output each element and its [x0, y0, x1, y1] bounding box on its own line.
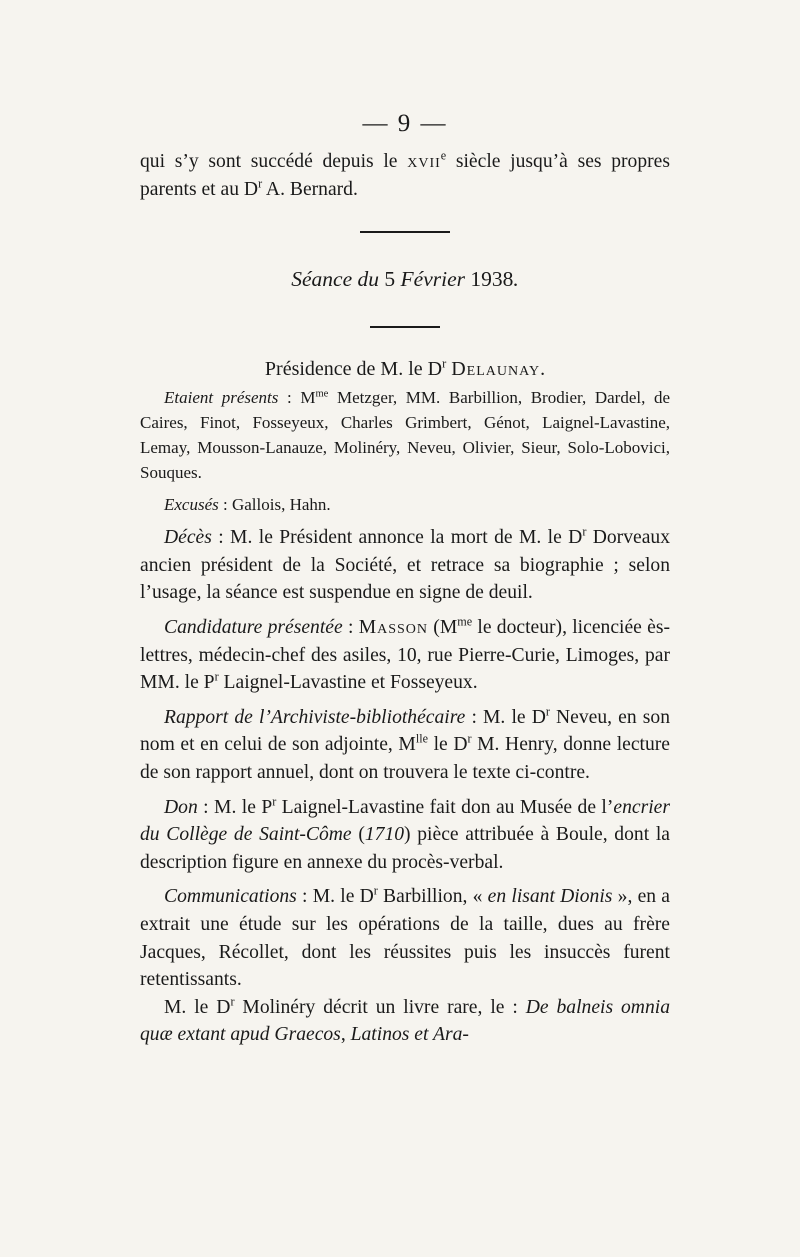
text: : — [342, 616, 359, 638]
superscript: r — [467, 731, 472, 746]
session-heading — [140, 267, 670, 292]
text: . — [540, 358, 546, 381]
superscript: r — [272, 794, 277, 808]
text: M. Henry, donne lecture de son rapport annuel, dont on trouvera le texte ci-contre. — [140, 734, 670, 783]
text-small-caps: xvii — [407, 151, 441, 172]
text: : Gallois, Hahn. — [218, 495, 331, 515]
death-label: Décès — [164, 527, 212, 549]
text: Présidence de M. le D — [264, 358, 443, 381]
superscript: r — [545, 704, 550, 719]
superscript: me — [457, 614, 473, 629]
superscript: r — [214, 669, 219, 684]
communications-paragraph — [140, 883, 670, 993]
text: : M — [278, 388, 316, 408]
text: Metzger, MM. Barbillion, Brodier, Dardel, de Caires, Finot, Fosseyeux, Charles Grimbert, Génot, Laignel-Lavastine, Lemay, Mousson-Lanauze, Molinéry, Neveu, Olivier, Sieur, Solo-Lobovici, Souques. — [140, 388, 671, 483]
text: : M. le Président annonce la mort de M. le D — [211, 527, 583, 549]
communications-label: Communications — [164, 886, 297, 908]
president-name: Delaunay — [451, 358, 541, 381]
presidency-line — [140, 358, 670, 381]
superscript: lle — [415, 731, 428, 746]
text: siècle jusqu’à ses propres parents et au D — [140, 151, 670, 200]
text: , — [340, 1024, 351, 1046]
candidature-paragraph — [140, 614, 670, 697]
text: Dorveaux ancien président de la Société, et retrace sa biographie ; selon l’usage, la séance est suspendue en signe de deuil. — [140, 527, 670, 604]
donation-label: Don — [164, 796, 198, 818]
text: M. le D — [164, 996, 231, 1018]
document-page — [140, 110, 670, 1049]
superscript: r — [230, 994, 235, 1009]
text: Barbillion, « — [377, 886, 488, 908]
superscript: r — [442, 356, 447, 371]
candidature-label: Candidature présentée — [164, 616, 343, 638]
object-title: encrier du Collège de Saint-Côme — [140, 796, 670, 846]
text: A. Bernard. — [262, 178, 358, 200]
report-paragraph — [140, 704, 670, 787]
superscript: r — [373, 883, 378, 898]
superscript: e — [440, 148, 447, 163]
book-title-cont: Latinos et Ara- — [350, 1024, 469, 1046]
text: Laignel-Lavastine fait don au Musée de l’ — [276, 796, 614, 818]
excused-paragraph — [140, 492, 670, 517]
text: Séance du — [291, 267, 385, 292]
text: », en a extrait une étude sur les opérations de la taille, dues au frère Jacques, Récollet, dont les réussites puis les insuccès furent retentissants. — [140, 886, 670, 991]
superscript: r — [582, 524, 587, 539]
text: . — [513, 267, 519, 292]
attendees-paragraph — [140, 385, 670, 485]
study-title: en lisant Dionis — [487, 886, 613, 908]
text: le D — [428, 734, 468, 756]
text: 5 — [384, 267, 396, 292]
text: : M. le P — [197, 796, 273, 818]
superscript: r — [258, 176, 263, 191]
divider-top — [360, 231, 450, 233]
paragraph-intro — [140, 148, 670, 203]
text: (M — [428, 616, 458, 638]
death-paragraph — [140, 524, 670, 607]
text: ( — [351, 824, 365, 846]
page-number: — 9 — — [362, 110, 448, 137]
text: le docteur), licenciée ès-lettres, médecin-chef des asiles, 10, rue Pierre-Curie, Limoges, par MM. le P — [140, 616, 670, 694]
text: 1938 — [470, 267, 514, 292]
divider-bottom — [370, 326, 440, 328]
text: : M. le D — [465, 706, 546, 728]
superscript: me — [315, 388, 329, 400]
text: Laignel-Lavastine et Fosseyeux. — [218, 672, 478, 694]
object-year: 1710 — [364, 824, 405, 846]
excused-label: Excusés — [164, 495, 219, 515]
text: qui s’y sont succédé depuis le — [140, 151, 408, 172]
molinery-paragraph — [140, 994, 670, 1049]
text: Février — [395, 267, 471, 292]
report-label: Rapport de l’Archiviste-bibliothécaire — [164, 706, 466, 728]
text: Molinéry décrit un livre rare, le : — [234, 996, 526, 1018]
text: ) pièce attribuée à Boule, dont la description figure en annexe du procès-verbal. — [140, 824, 670, 873]
attendees-label: Etaient présents — [164, 388, 279, 408]
book-title: De balneis omnia quæ extant apud Graecos — [140, 996, 670, 1046]
text: Neveu, en son nom et en celui de son adjointe, M — [140, 706, 670, 756]
text: : M. le D — [296, 886, 374, 908]
donation-paragraph — [140, 794, 670, 877]
candidate-name: Masson — [358, 616, 429, 638]
